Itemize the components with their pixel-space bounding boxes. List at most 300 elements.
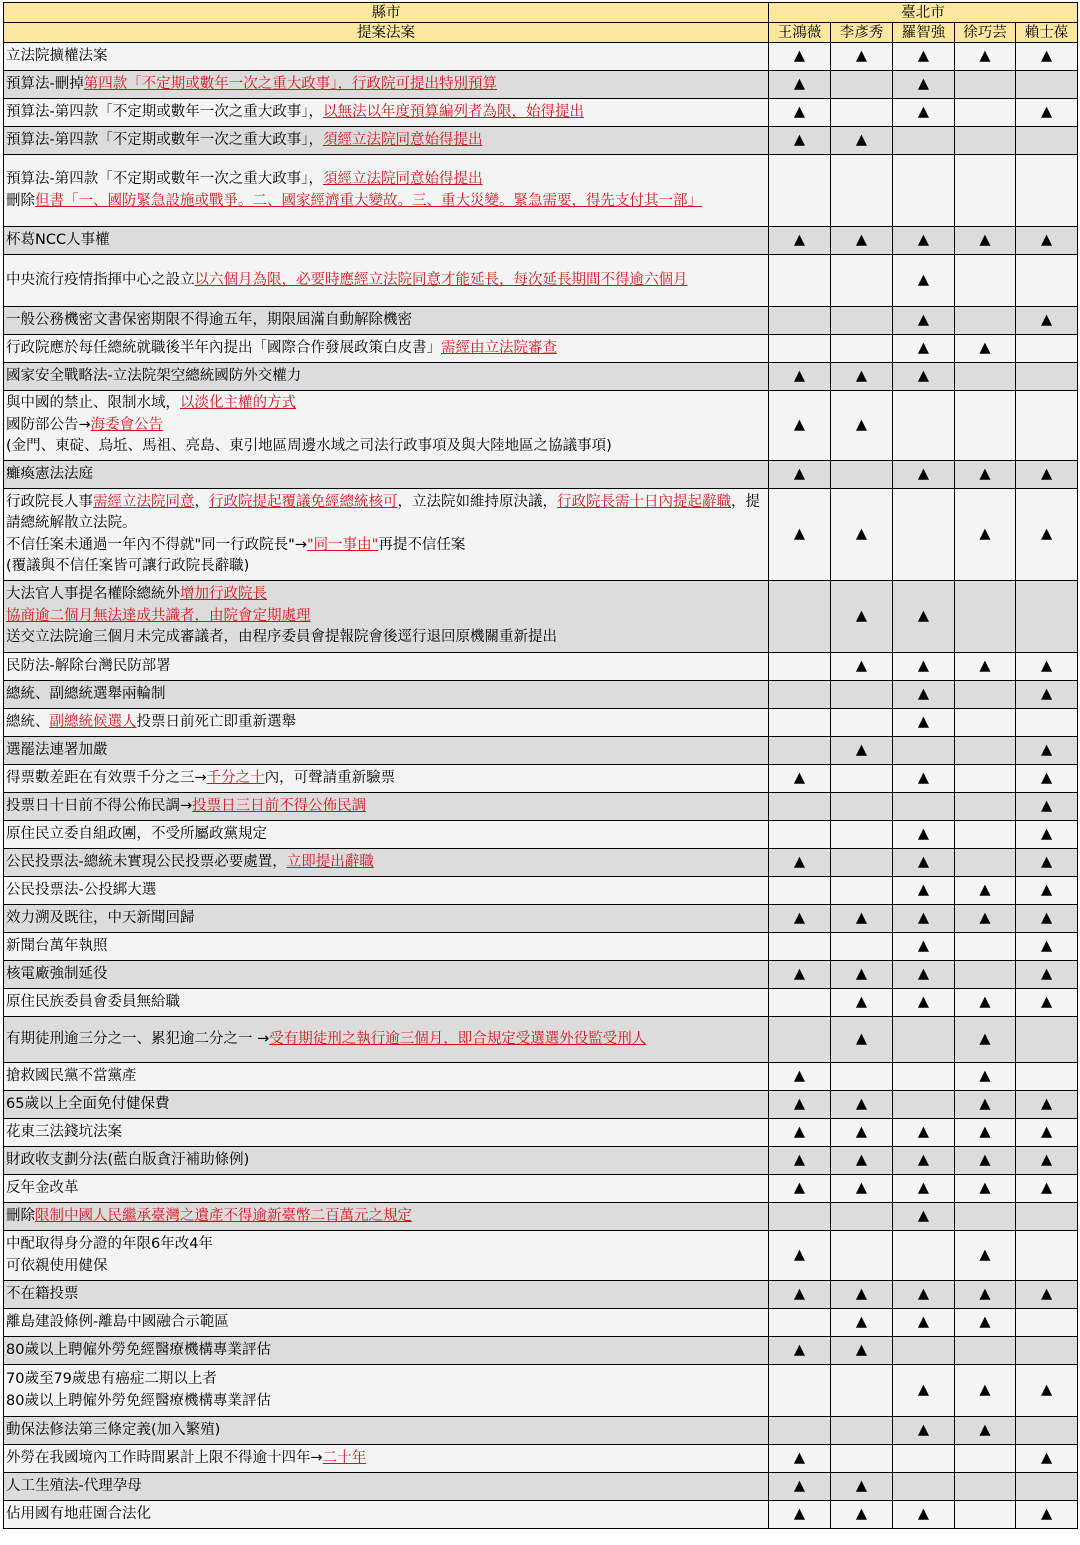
- triangle-mark-icon: ▲: [793, 416, 806, 433]
- triangle-mark-icon: ▲: [1040, 525, 1053, 542]
- vote-cell: [955, 1417, 1016, 1445]
- proposal-line: [6, 130, 766, 152]
- vote-cell: [831, 1063, 893, 1091]
- proposal-cell: [4, 363, 769, 391]
- triangle-mark-icon: ▲: [917, 607, 930, 624]
- table-row: [4, 989, 1078, 1017]
- vote-cell: [831, 307, 893, 335]
- proposal-cell: [4, 391, 769, 461]
- triangle-mark-icon: ▲: [1040, 231, 1053, 248]
- vote-cell: [1016, 933, 1078, 961]
- vote-cell: [955, 1445, 1016, 1473]
- triangle-mark-icon: ▲: [917, 1207, 930, 1224]
- triangle-mark-icon: ▲: [1040, 1449, 1053, 1466]
- proposal-line: [6, 366, 766, 388]
- vote-cell: [893, 43, 955, 71]
- triangle-mark-icon: ▲: [1040, 1505, 1053, 1522]
- triangle-mark-icon: ▲: [855, 1095, 868, 1112]
- vote-cell: [1016, 765, 1078, 793]
- proposal-cell: [4, 1473, 769, 1501]
- triangle-mark-icon: ▲: [1040, 47, 1053, 64]
- table-row: [4, 1091, 1078, 1119]
- proposal-line: [6, 338, 766, 360]
- vote-cell: [769, 737, 831, 765]
- proposal-text: 花東三法錢坑法案: [6, 1123, 122, 1140]
- vote-cell: [955, 1231, 1016, 1281]
- triangle-mark-icon: ▲: [917, 685, 930, 702]
- vote-cell: [769, 489, 831, 581]
- triangle-mark-icon: ▲: [855, 607, 868, 624]
- table-row: [4, 765, 1078, 793]
- vote-cell: [831, 653, 893, 681]
- proposal-text: 癱瘓憲法法庭: [6, 465, 93, 482]
- vote-cell: [1016, 1119, 1078, 1147]
- vote-cell: [955, 1091, 1016, 1119]
- vote-cell: [831, 1501, 893, 1529]
- vote-cell: [893, 681, 955, 709]
- triangle-mark-icon: ▲: [917, 1505, 930, 1522]
- proposal-text: 預算法-第四款「不定期或數年一次之重大政事」，: [6, 171, 323, 187]
- proposal-text: 佔用國有地莊園合法化: [6, 1505, 151, 1522]
- proposal-text: 立法院擴權法案: [6, 47, 108, 64]
- vote-cell: [1016, 737, 1078, 765]
- triangle-mark-icon: ▲: [917, 75, 930, 92]
- vote-cell: [831, 155, 893, 227]
- proposal-text: 得票數差距在有效票千分之三→: [6, 769, 207, 786]
- vote-cell: [893, 227, 955, 255]
- table-row: [4, 489, 1078, 581]
- proposal-header: 提案法案: [4, 23, 769, 43]
- proposal-cell: [4, 127, 769, 155]
- proposal-text: 效力溯及既往，中天新聞回歸: [6, 909, 195, 926]
- table-row: [4, 1337, 1078, 1365]
- proposal-line: [6, 230, 766, 252]
- triangle-mark-icon: ▲: [1040, 853, 1053, 870]
- triangle-mark-icon: ▲: [855, 131, 868, 148]
- triangle-mark-icon: ▲: [793, 1151, 806, 1168]
- vote-cell: [1016, 1445, 1078, 1473]
- triangle-mark-icon: ▲: [793, 1123, 806, 1140]
- triangle-mark-icon: ▲: [793, 1246, 806, 1263]
- vote-cell: [1016, 391, 1078, 461]
- table-row: [4, 1309, 1078, 1337]
- proposal-cell: [4, 43, 769, 71]
- proposal-text: 原住民族委員會委員無給職: [6, 993, 180, 1010]
- vote-cell: [955, 155, 1016, 227]
- vote-cell: [955, 737, 1016, 765]
- highlighted-text: 以淡化主權的方式: [180, 395, 296, 412]
- vote-cell: [831, 581, 893, 653]
- proposal-line: [6, 1476, 766, 1498]
- triangle-mark-icon: ▲: [917, 311, 930, 328]
- triangle-mark-icon: ▲: [855, 1341, 868, 1358]
- triangle-mark-icon: ▲: [855, 1285, 868, 1302]
- proposal-line: [6, 1066, 766, 1088]
- triangle-mark-icon: ▲: [793, 1067, 806, 1084]
- triangle-mark-icon: ▲: [855, 416, 868, 433]
- highlighted-text: 受有期徒刑之執行逾三個月，即合規定受選選外役監受刑人: [269, 1030, 647, 1047]
- proposal-text: ，提請總統解散立法院。: [6, 493, 760, 531]
- triangle-mark-icon: ▲: [979, 231, 991, 248]
- vote-cell: [769, 1337, 831, 1365]
- vote-cell: [1016, 489, 1078, 581]
- vote-cell: [955, 709, 1016, 737]
- triangle-mark-icon: ▲: [793, 965, 806, 982]
- vote-cell: [893, 1365, 955, 1417]
- proposal-line: [6, 191, 766, 213]
- proposal-line: [6, 1094, 766, 1116]
- proposal-text: 反年金改革: [6, 1179, 79, 1196]
- vote-cell: [893, 1337, 955, 1365]
- triangle-mark-icon: ▲: [917, 853, 930, 870]
- proposal-line: [6, 1029, 766, 1051]
- proposal-cell: [4, 933, 769, 961]
- proposal-line: [6, 1504, 766, 1526]
- triangle-mark-icon: ▲: [979, 1151, 991, 1168]
- vote-cell: [831, 1203, 893, 1231]
- vote-cell: [831, 99, 893, 127]
- table-row: [4, 335, 1078, 363]
- vote-cell: [893, 307, 955, 335]
- proposal-cell: [4, 765, 769, 793]
- proposal-text: 民防法-解除台灣民防部署: [6, 657, 171, 674]
- vote-cell: [769, 765, 831, 793]
- highlighted-text: 須經立法院同意始得提出: [322, 131, 483, 148]
- highlighted-text: 海委會公告: [90, 416, 164, 433]
- vote-cell: [893, 1063, 955, 1091]
- proposal-text: (覆議與不信任案皆可讓行政院長辭職): [6, 558, 250, 574]
- proposal-cell: [4, 681, 769, 709]
- proposal-line: [6, 1312, 766, 1334]
- triangle-mark-icon: ▲: [793, 769, 806, 786]
- vote-cell: [831, 1473, 893, 1501]
- vote-cell: [1016, 227, 1078, 255]
- proposal-text: 內，可聲請重新驗票: [264, 769, 396, 786]
- vote-cell: [1016, 1365, 1078, 1417]
- triangle-mark-icon: ▲: [1040, 1095, 1053, 1112]
- proposal-text: 再提不信任案: [378, 536, 466, 553]
- proposal-text: 80歲以上聘僱外勞免經醫療機構專業評估: [6, 1392, 271, 1409]
- proposal-cell: [4, 99, 769, 127]
- table-row: [4, 933, 1078, 961]
- vote-cell: [769, 43, 831, 71]
- vote-cell: [893, 391, 955, 461]
- proposal-line: [6, 1150, 766, 1172]
- proposal-line: [6, 852, 766, 874]
- vote-cell: [769, 905, 831, 933]
- proposal-text: 一般公務機密文書保密期限不得逾五年，期限屆滿自動解除機密: [6, 311, 412, 328]
- vote-cell: [955, 933, 1016, 961]
- table-row: [4, 877, 1078, 905]
- vote-cell: [1016, 1091, 1078, 1119]
- proposal-cell: [4, 1119, 769, 1147]
- triangle-mark-icon: ▲: [979, 1123, 991, 1140]
- proposal-text: 中配取得身分證的年限6年改4年: [6, 1236, 213, 1252]
- highlighted-text: 但書「一、國防緊急設施或戰爭。二、國家經濟重大變故。三、重大災變。緊急需要，得先支付其一部」: [35, 192, 702, 209]
- vote-cell: [769, 363, 831, 391]
- triangle-mark-icon: ▲: [917, 1421, 930, 1438]
- proposal-cell: [4, 793, 769, 821]
- legislator-header: 賴士葆: [1016, 23, 1078, 43]
- legislator-header: 羅智強: [893, 23, 955, 43]
- triangle-mark-icon: ▲: [855, 1151, 868, 1168]
- triangle-mark-icon: ▲: [917, 465, 930, 482]
- triangle-mark-icon: ▲: [979, 1285, 991, 1302]
- table-row: [4, 71, 1078, 99]
- triangle-mark-icon: ▲: [917, 1285, 930, 1302]
- vote-cell: [831, 1281, 893, 1309]
- vote-cell: [831, 71, 893, 99]
- vote-cell: [893, 99, 955, 127]
- triangle-mark-icon: ▲: [917, 769, 930, 786]
- vote-cell: [893, 1119, 955, 1147]
- proposal-line: [6, 535, 766, 557]
- proposal-cell: [4, 737, 769, 765]
- vote-cell: [1016, 681, 1078, 709]
- table-row: [4, 581, 1078, 653]
- vote-cell: [831, 877, 893, 905]
- proposal-line: [6, 1340, 766, 1362]
- proposal-text: 公民投票法-總統未實現公民投票必要處置，: [6, 853, 287, 870]
- highlighted-text: 行政院長需十日內提起辭職: [557, 493, 731, 510]
- vote-cell: [831, 1337, 893, 1365]
- proposal-cell: [4, 461, 769, 489]
- vote-cell: [1016, 43, 1078, 71]
- triangle-mark-icon: ▲: [793, 231, 806, 248]
- vote-cell: [955, 581, 1016, 653]
- vote-cell: [955, 71, 1016, 99]
- vote-cell: [893, 155, 955, 227]
- proposal-line: [6, 796, 766, 818]
- vote-cell: [769, 1309, 831, 1337]
- vote-cell: [769, 821, 831, 849]
- triangle-mark-icon: ▲: [917, 1381, 930, 1398]
- highlighted-text: 千分之十: [206, 769, 265, 786]
- vote-cell: [769, 1203, 831, 1231]
- proposal-cell: [4, 905, 769, 933]
- triangle-mark-icon: ▲: [855, 1179, 868, 1196]
- vote-cell: [955, 877, 1016, 905]
- vote-cell: [769, 391, 831, 461]
- triangle-mark-icon: ▲: [979, 881, 991, 898]
- vote-cell: [769, 681, 831, 709]
- vote-cell: [769, 1063, 831, 1091]
- triangle-mark-icon: ▲: [979, 1095, 991, 1112]
- proposal-line: [6, 1256, 766, 1278]
- triangle-mark-icon: ▲: [855, 741, 868, 758]
- triangle-mark-icon: ▲: [979, 339, 991, 356]
- proposal-cell: [4, 1417, 769, 1445]
- triangle-mark-icon: ▲: [793, 1505, 806, 1522]
- vote-cell: [769, 1147, 831, 1175]
- table-row: [4, 961, 1078, 989]
- table-row: [4, 1501, 1078, 1529]
- proposal-text: 不信任案未通過一年內不得就"同一行政院長"→: [6, 536, 307, 553]
- triangle-mark-icon: ▲: [793, 525, 806, 542]
- vote-cell: [1016, 307, 1078, 335]
- vote-cell: [831, 681, 893, 709]
- vote-cell: [831, 933, 893, 961]
- triangle-mark-icon: ▲: [979, 1179, 991, 1196]
- highlighted-text: 須經立法院同意始得提出: [322, 171, 483, 187]
- vote-cell: [1016, 1147, 1078, 1175]
- highlighted-text: 協商逾二個月無法達成共識者，由院會定期處理: [6, 607, 311, 624]
- triangle-mark-icon: ▲: [979, 993, 991, 1010]
- proposal-text: 預算法-第四款「不定期或數年一次之重大政事」，: [6, 131, 323, 148]
- vote-cell: [955, 363, 1016, 391]
- header-row-county: [4, 3, 1078, 23]
- proposal-cell: [4, 989, 769, 1017]
- vote-cell: [1016, 1473, 1078, 1501]
- vote-cell: [893, 1017, 955, 1063]
- proposal-cell: [4, 1445, 769, 1473]
- legislator-header: 李彥秀: [831, 23, 893, 43]
- proposal-cell: [4, 155, 769, 227]
- vote-cell: [955, 1309, 1016, 1337]
- highlighted-text: 以無法以年度預算編列者為限，始得提出: [322, 103, 584, 120]
- triangle-mark-icon: ▲: [979, 1030, 991, 1047]
- vote-cell: [955, 1501, 1016, 1529]
- vote-cell: [893, 933, 955, 961]
- vote-cell: [893, 1417, 955, 1445]
- vote-cell: [769, 99, 831, 127]
- vote-cell: [955, 335, 1016, 363]
- vote-cell: [955, 1017, 1016, 1063]
- triangle-mark-icon: ▲: [793, 465, 806, 482]
- vote-cell: [955, 653, 1016, 681]
- proposal-text: 行政院應於每任總統就職後半年內提出「國際合作發展政策白皮書」: [6, 339, 441, 356]
- proposal-cell: [4, 1281, 769, 1309]
- proposal-text: 原住民立委自組政團，不受所屬政黨規定: [6, 825, 267, 842]
- table-row: [4, 1281, 1078, 1309]
- triangle-mark-icon: ▲: [793, 1477, 806, 1494]
- proposal-text: 公民投票法-公投綁大選: [6, 881, 157, 898]
- vote-cell: [893, 877, 955, 905]
- proposal-text: 不在籍投票: [6, 1285, 79, 1302]
- vote-cell: [893, 1231, 955, 1281]
- vote-cell: [893, 255, 955, 307]
- proposal-cell: [4, 877, 769, 905]
- table-row: [4, 1365, 1078, 1417]
- triangle-mark-icon: ▲: [1040, 465, 1053, 482]
- vote-cell: [955, 1063, 1016, 1091]
- proposal-text: 離島建設條例-離島中國融合示範區: [6, 1313, 229, 1330]
- triangle-mark-icon: ▲: [1040, 769, 1053, 786]
- proposal-text: 投票日十日前不得公佈民調→: [6, 797, 193, 814]
- vote-cell: [1016, 1309, 1078, 1337]
- vote-cell: [893, 961, 955, 989]
- table-row: [4, 737, 1078, 765]
- proposal-cell: [4, 653, 769, 681]
- proposal-line: [6, 464, 766, 486]
- vote-cell: [893, 737, 955, 765]
- proposal-text: 行政院長人事: [6, 493, 93, 510]
- triangle-mark-icon: ▲: [855, 1313, 868, 1330]
- proposal-line: [6, 74, 766, 96]
- triangle-mark-icon: ▲: [1040, 685, 1053, 702]
- vote-cell: [831, 255, 893, 307]
- vote-cell: [1016, 961, 1078, 989]
- table-row: [4, 681, 1078, 709]
- proposal-line: [6, 824, 766, 846]
- proposal-line: [6, 1284, 766, 1306]
- vote-cell: [831, 1445, 893, 1473]
- vote-cell: [955, 227, 1016, 255]
- vote-cell: [831, 793, 893, 821]
- table-row: [4, 155, 1078, 227]
- vote-cell: [955, 961, 1016, 989]
- vote-cell: [831, 1231, 893, 1281]
- vote-cell: [893, 1501, 955, 1529]
- triangle-mark-icon: ▲: [1040, 1123, 1053, 1140]
- proposal-line: [6, 606, 766, 628]
- proposal-line: [6, 584, 766, 606]
- table-row: [4, 363, 1078, 391]
- triangle-mark-icon: ▲: [979, 657, 991, 674]
- vote-cell: [769, 653, 831, 681]
- vote-cell: [769, 1417, 831, 1445]
- proposal-line: [6, 627, 766, 649]
- vote-cell: [955, 1147, 1016, 1175]
- proposal-line: [6, 436, 766, 458]
- vote-cell: [769, 1473, 831, 1501]
- table-row: [4, 1119, 1078, 1147]
- triangle-mark-icon: ▲: [793, 909, 806, 926]
- proposal-line: [6, 936, 766, 958]
- proposal-line: [6, 46, 766, 68]
- vote-cell: [955, 793, 1016, 821]
- table-row: [4, 849, 1078, 877]
- triangle-mark-icon: ▲: [979, 1246, 991, 1263]
- table-row: [4, 43, 1078, 71]
- triangle-mark-icon: ▲: [917, 881, 930, 898]
- proposal-line: [6, 393, 766, 415]
- triangle-mark-icon: ▲: [917, 1313, 930, 1330]
- proposal-text: 可依親使用健保: [6, 1257, 108, 1274]
- table-row: [4, 1473, 1078, 1501]
- vote-cell: [955, 989, 1016, 1017]
- vote-cell: [955, 1119, 1016, 1147]
- vote-cell: [955, 1203, 1016, 1231]
- vote-cell: [1016, 849, 1078, 877]
- table-row: [4, 255, 1078, 307]
- vote-cell: [769, 581, 831, 653]
- vote-cell: [955, 905, 1016, 933]
- vote-cell: [1016, 363, 1078, 391]
- proposal-line: [6, 740, 766, 762]
- vote-cell: [831, 765, 893, 793]
- vote-cell: [1016, 155, 1078, 227]
- vote-cell: [1016, 709, 1078, 737]
- vote-cell: [831, 461, 893, 489]
- triangle-mark-icon: ▲: [855, 231, 868, 248]
- triangle-mark-icon: ▲: [793, 47, 806, 64]
- vote-cell: [831, 961, 893, 989]
- proposal-text: 搶救國民黨不當黨產: [6, 1067, 137, 1084]
- vote-cell: [893, 581, 955, 653]
- triangle-mark-icon: ▲: [979, 1421, 991, 1438]
- proposal-text: 總統、: [6, 713, 50, 730]
- vote-cell: [1016, 989, 1078, 1017]
- table-row: [4, 127, 1078, 155]
- table-row: [4, 905, 1078, 933]
- proposal-line: [6, 684, 766, 706]
- triangle-mark-icon: ▲: [855, 1123, 868, 1140]
- proposal-text: 與中國的禁止、限制水域，: [6, 395, 180, 412]
- proposal-cell: [4, 581, 769, 653]
- proposal-line: [6, 964, 766, 986]
- proposal-text: 預算法-刪掉: [6, 75, 84, 92]
